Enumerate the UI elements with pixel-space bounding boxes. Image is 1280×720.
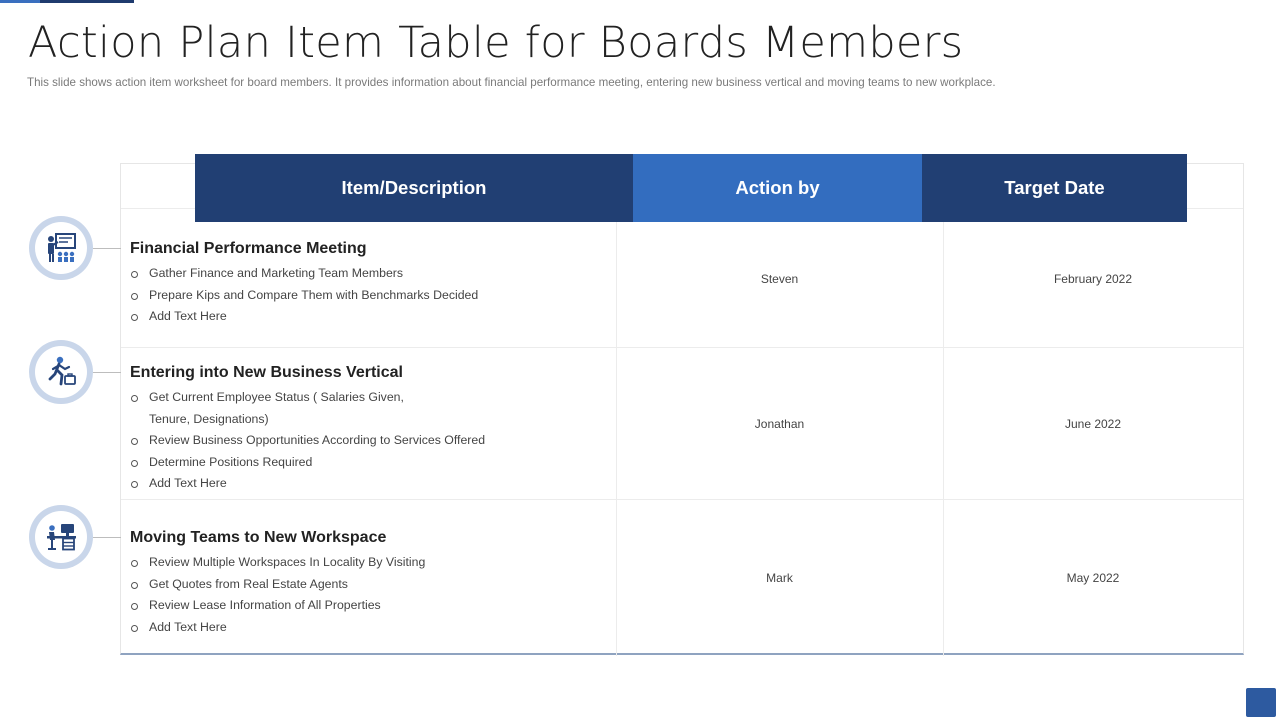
header-target-date: Target Date [922, 154, 1187, 222]
list-item: Determine Positions Required [130, 452, 485, 474]
header-action-by: Action by [633, 154, 922, 222]
action-by-cell: Jonathan [616, 348, 944, 500]
list-item: Review Business Opportunities According to Services Offered [130, 430, 485, 452]
icon-connector-line [93, 372, 121, 373]
table-row [121, 499, 1243, 656]
list-item: Get Current Employee Status ( Salaries Given, [130, 387, 485, 409]
list-item: Add Text Here [130, 617, 425, 639]
action-by-cell: Mark [616, 500, 944, 656]
item-description-cell [121, 348, 617, 500]
target-date-cell: June 2022 [1064, 417, 1122, 431]
item-description-cell [121, 209, 617, 348]
row-title: Financial Performance Meeting [130, 240, 367, 257]
top-accent-bar [0, 0, 134, 3]
bullet-list [130, 263, 478, 328]
row-icon-badge [29, 216, 93, 280]
action-by-cell: Steven [616, 209, 944, 348]
bullet-list [130, 387, 485, 495]
table-row [121, 208, 1243, 348]
table-row [121, 347, 1243, 500]
row-icon-badge [29, 505, 93, 569]
corner-decoration [1246, 688, 1276, 717]
list-item: Review Lease Information of All Properties [130, 595, 425, 617]
list-item: Add Text Here [130, 306, 478, 328]
table-header [195, 154, 1187, 222]
row-title: Moving Teams to New Workspace [130, 529, 387, 546]
row-title: Entering into New Business Vertical [130, 364, 403, 381]
workstation-desk-icon [44, 520, 78, 554]
item-description-cell [121, 500, 617, 656]
row-icon-badge [29, 340, 93, 404]
running-businessman-icon [44, 355, 78, 389]
list-item: Prepare Kips and Compare Them with Benchmarks Decided [130, 285, 478, 307]
list-item: Review Multiple Workspaces In Locality By Visiting [130, 552, 425, 574]
icon-connector-line [93, 537, 121, 538]
list-item: Add Text Here [130, 473, 485, 495]
page-title: Action Plan Item Table for Boards Members [28, 18, 964, 68]
bullet-list [130, 552, 425, 638]
page-subtitle: This slide shows action item worksheet for board members. It provides information about financial performance meeting, entering new business vertical and moving teams to new workplace. [27, 76, 996, 89]
target-date-cell: February 2022 [1053, 271, 1133, 286]
list-item: Tenure, Designations) [149, 411, 269, 426]
list-item: Get Quotes from Real Estate Agents [130, 574, 425, 596]
header-item-description: Item/Description [195, 154, 633, 222]
target-date-cell: May 2022 [1066, 571, 1120, 585]
icon-connector-line [93, 248, 121, 249]
presentation-meeting-icon [44, 231, 78, 265]
list-item: Gather Finance and Marketing Team Members [130, 263, 478, 285]
